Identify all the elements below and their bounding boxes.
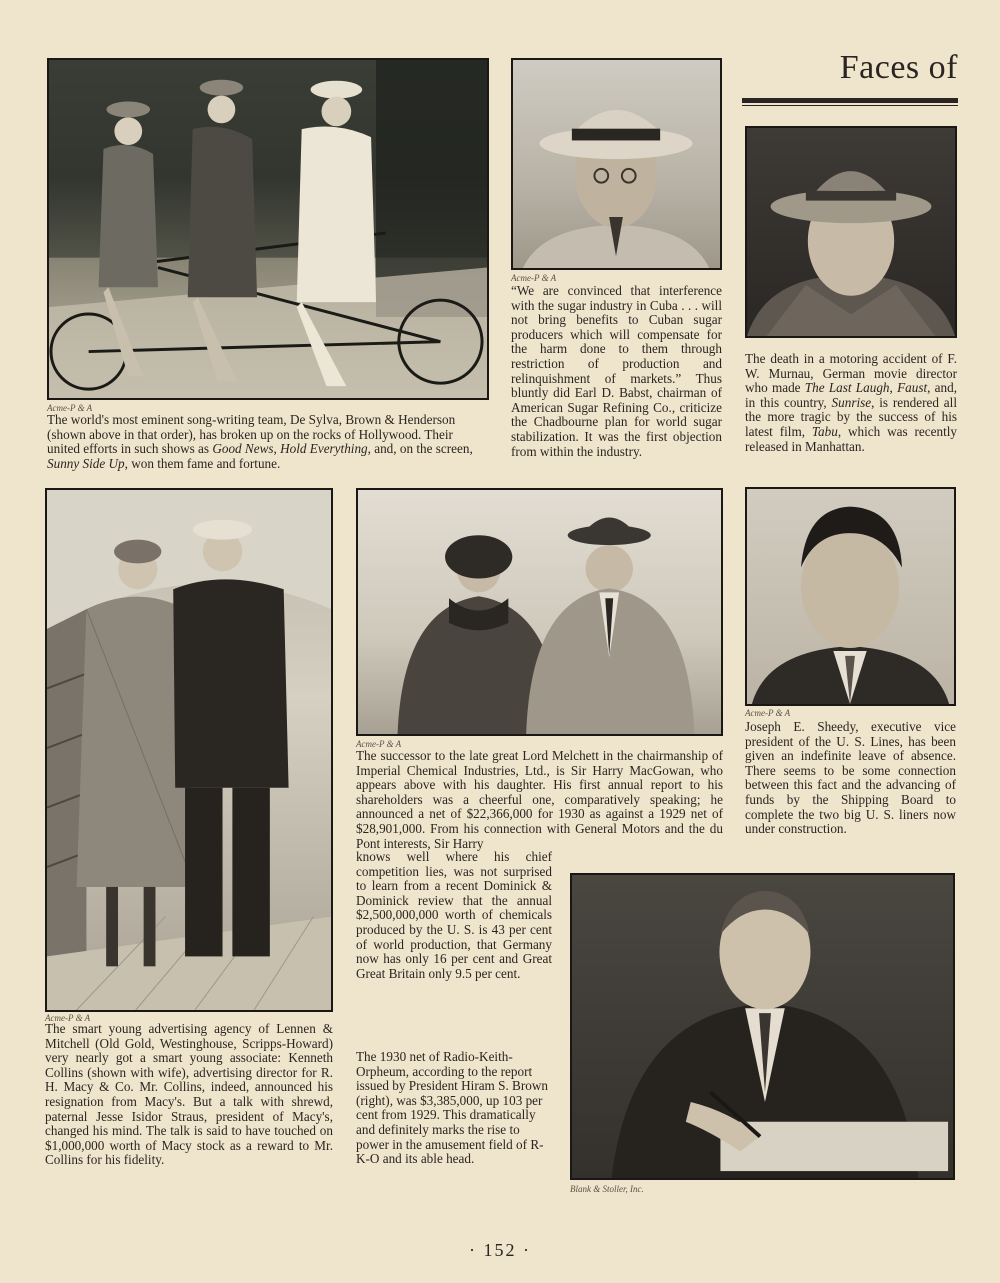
film-title: Sunrise bbox=[831, 394, 872, 410]
film-title: Sunny Side Up bbox=[47, 455, 125, 471]
photo-songwriters-tandem bbox=[47, 58, 489, 400]
film-title: Faust bbox=[897, 380, 928, 396]
show-title: Hold Everything bbox=[280, 441, 368, 457]
caption-babst: “We are convinced that interference with the sugar industry in Cuba . . . will not bring benefits to Cuban sugar producers which will compensate for the harm done to them through restriction of production and relinquishment of markets.” Thus bluntly did Earl D. Babst, chairman of American Sugar Refining Co., criticize the Chadbourne plan for world sugar stabilization. It was the first objection from within the industry. bbox=[511, 283, 722, 459]
photo-brown-at-desk bbox=[570, 873, 955, 1180]
caption-macgowan-top: The successor to the late great Lord Melchett in the chairmanship of Imperial Chemical Industries, Ltd., is Sir Harry MacGowan, who appears above with his daughter. His first annual report to his shareholders was a cheerful one, comparatively speaking; he announced a net of $22,366,000 for 1930 as against a 1929 net of $28,901,000. From his connection with General Motors and the du Pont interests, Sir Harry bbox=[356, 748, 723, 851]
photo-murnau-portrait bbox=[745, 126, 957, 338]
header-rule-thin bbox=[742, 105, 958, 106]
caption-brown: The 1930 net of Radio-Keith-Orpheum, according to the report issued by President Hiram S. Brown (right), was $3,385,000, up 103 per cent from 1929. This dramatically and definitely marks the rise to power in the amusement field of R-K-O and its able head. bbox=[356, 1049, 548, 1167]
photo-credit-sheedy: Acme-P & A bbox=[745, 708, 791, 718]
film-title: Tabu bbox=[811, 423, 838, 439]
caption-macgowan-bottom: knows well where his chief competition lies, was not surprised to learn from a recent Dominick & Dominick review that the annual $2,500,000,000 worth of chemicals produced by the U. S. is 43 per cent of world production, that Germany now has only 16 per cent and Great Great Britain only 9.5 per cent. bbox=[356, 849, 552, 981]
film-title: The Last Laugh bbox=[804, 380, 890, 396]
photo-credit-macgowan: Acme-P & A bbox=[356, 739, 402, 749]
photo-credit-babst: Acme-P & A bbox=[511, 273, 557, 283]
photo-babst-portrait bbox=[511, 58, 722, 270]
photo-collins-with-wife bbox=[45, 488, 333, 1012]
photo-sheedy-portrait bbox=[745, 487, 956, 706]
caption-murnau: The death in a motoring accident of F. W. Murnau, German movie director who made The Last Laugh, Faust, and, in this country, Sunrise, is rendered all the more tragic by the success of his latest film, Tabu, which was recently released in Manhattan. bbox=[745, 351, 958, 454]
photo-credit-brown: Blank & Stoller, Inc. bbox=[570, 1184, 644, 1194]
caption-songwriters: The world's most eminent song-writing team, De Sylva, Brown & Henderson (shown above in that order), has broken up on the rocks of Hollywood. Their united efforts in such shows as Good News, Hold Everything, and, on the screen, Sunny Side Up, won them fame and fortune. bbox=[47, 412, 473, 471]
caption-collins: The smart young advertising agency of Lennen & Mitchell (Old Gold, Westinghouse, Scripps-Howard) very nearly got a smart young associate: Kenneth Collins (shown with wife), advertising director for R. H. Macy & Co. Mr. Collins, indeed, announced his resignation from Macy's. But a talk with shrewd, paternal Jesse Isidor Straus, president of Macy's, changed his mind. The talk is said to have touched on $1,000,000 worth of Macy stock as a reward to Mr. Collins for his fidelity. bbox=[45, 1021, 333, 1168]
photo-credit-collins: Acme-P & A bbox=[45, 1013, 91, 1023]
page-header-title: Faces of bbox=[839, 49, 958, 86]
caption-sheedy: Joseph E. Sheedy, executive vice president of the U. S. Lines, has been given an indefinite leave of absence. There seems to be some connection between this fact and the advancing of funds by the Shipping Board to complete the two big U. S. liners now under construction. bbox=[745, 719, 956, 837]
photo-macgowan-with-daughter bbox=[356, 488, 723, 736]
show-title: Good News bbox=[212, 441, 274, 457]
header-rule bbox=[742, 98, 958, 103]
photo-credit-songwriters: Acme-P & A bbox=[47, 403, 93, 413]
page-number: · 152 · bbox=[469, 1240, 531, 1260]
